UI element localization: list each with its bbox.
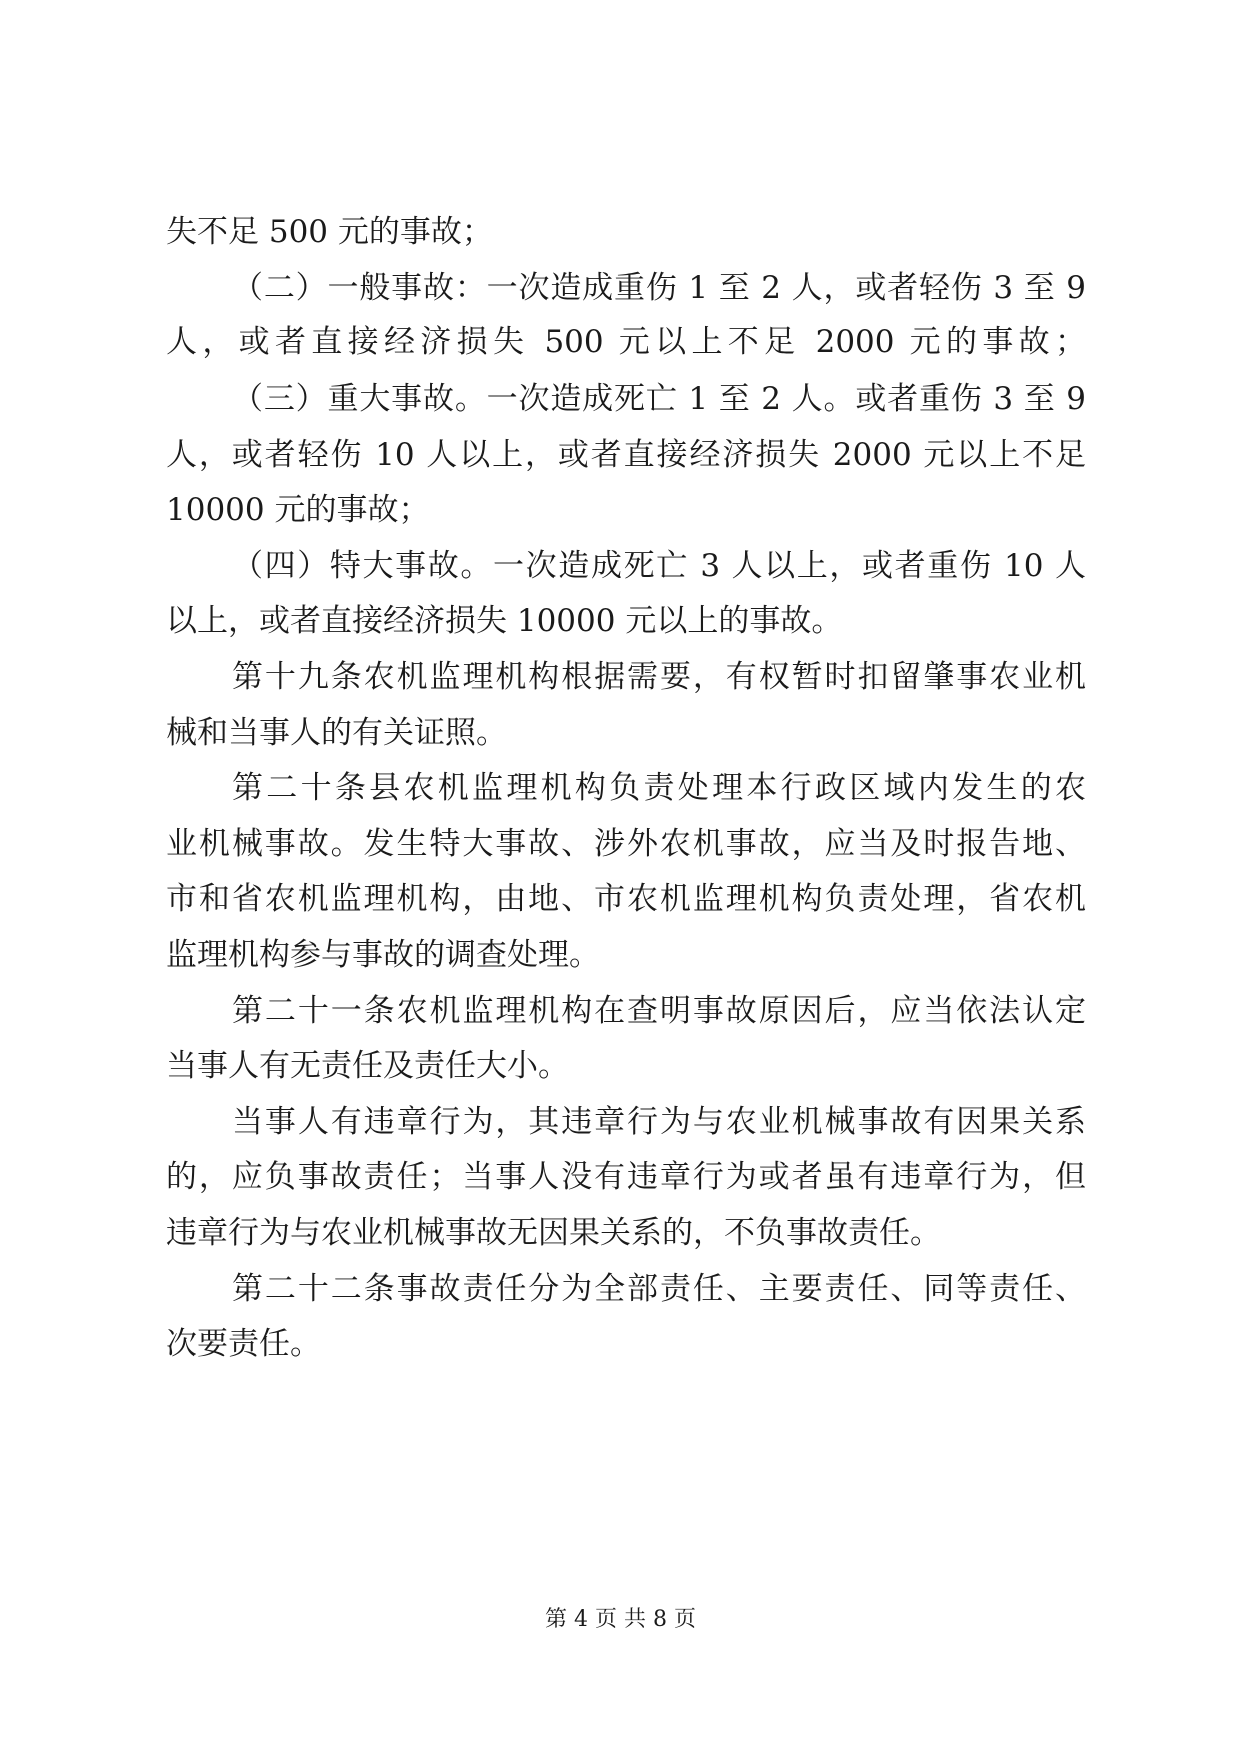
text-line: 次要责任。: [166, 1326, 321, 1362]
page-number-footer: 第 4 页 共 8 页: [545, 1607, 696, 1632]
text-line: 第十九条农机监理机构根据需要，有权暂时扣留肇事农业机: [232, 659, 1086, 695]
text-line: （三）重大事故。一次造成死亡 1 至 2 人。或者重伤 3 至 9: [232, 381, 1086, 417]
text-line: 市和省农机监理机构，由地、市农机监理机构负责处理，省农机: [166, 881, 1086, 917]
text-line: 第二十条县农机监理机构负责处理本行政区域内发生的农: [232, 770, 1086, 806]
text-line: 的，应负事故责任；当事人没有违章行为或者虽有违章行为，但: [166, 1159, 1086, 1195]
text-line: （四）特大事故。一次造成死亡 3 人以上，或者重伤 10 人: [232, 548, 1086, 584]
text-line: 人，或者轻伤 10 人以上，或者直接经济损失 2000 元以上不足: [166, 437, 1086, 473]
text-line: 失不足 500 元的事故；: [166, 214, 493, 250]
text-line: （二）一般事故：一次造成重伤 1 至 2 人，或者轻伤 3 至 9: [232, 270, 1086, 306]
text-line: 人，或者直接经济损失 500 元以上不足 2000 元的事故；: [166, 324, 1086, 360]
text-line: 第二十二条事故责任分为全部责任、主要责任、同等责任、: [232, 1271, 1086, 1307]
text-line: 当事人有违章行为，其违章行为与农业机械事故有因果关系: [232, 1104, 1086, 1140]
text-line: 业机械事故。发生特大事故、涉外农机事故，应当及时报告地、: [166, 826, 1086, 862]
text-line: 第二十一条农机监理机构在查明事故原因后，应当依法认定: [232, 993, 1086, 1029]
text-line: 械和当事人的有关证照。: [166, 715, 507, 751]
text-line: 以上，或者直接经济损失 10000 元以上的事故。: [166, 603, 843, 639]
text-line: 违章行为与农业机械事故无因果关系的，不负事故责任。: [166, 1215, 941, 1251]
text-line: 当事人有无责任及责任大小。: [166, 1048, 569, 1084]
text-line: 监理机构参与事故的调查处理。: [166, 937, 600, 973]
text-line: 10000 元的事故；: [166, 492, 430, 528]
